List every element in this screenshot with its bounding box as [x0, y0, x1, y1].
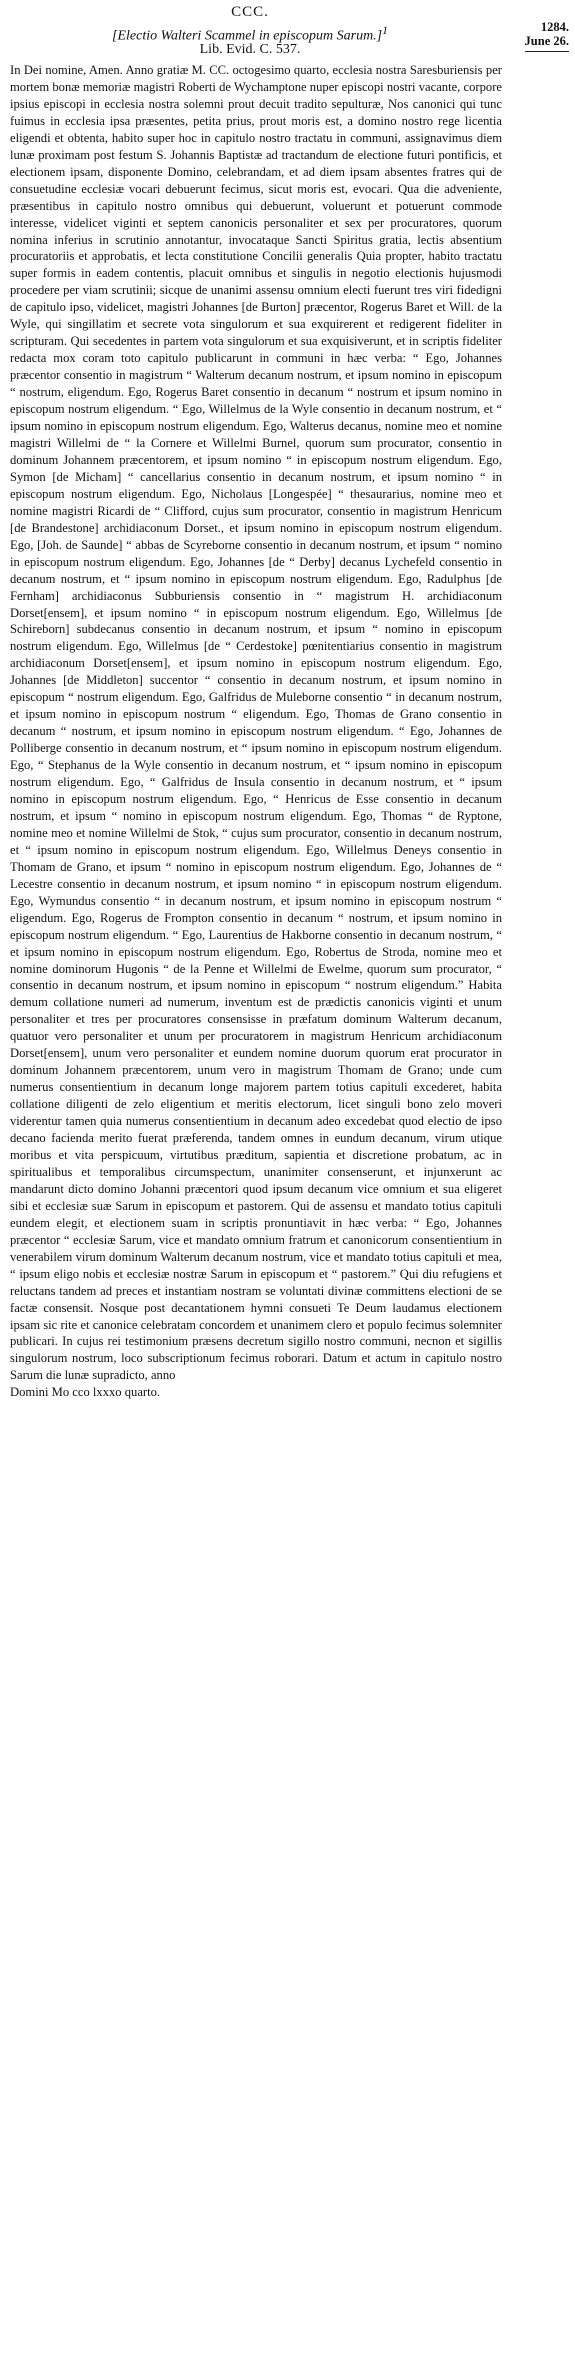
document-source: Lib. Evid. C. 537.: [199, 42, 301, 57]
title-footnote-marker: 1: [382, 24, 388, 37]
margin-date: June 26.: [524, 34, 569, 48]
margin-rule: [525, 51, 569, 52]
document-body: [10, 62, 502, 1401]
margin-year: 1284.: [540, 20, 569, 34]
document-title: [Electio Walteri Scammel in episcopum Sarum.]: [112, 28, 383, 44]
closing-date: Domini Mo cco lxxxo quarto.: [10, 1385, 161, 1400]
margin-date-note: [513, 20, 569, 52]
document-number: CCC.: [231, 4, 269, 20]
body-paragraph: In Dei nomine, Amen. Anno gratiæ M. CC. octogesimo quarto, ecclesia nostra Saresburiensis per mortem bonæ memoriæ magistri Roberti de Wychamptone nuper episcopi nostri vacante, corpore ipsius episcopi in ecclesia nostra solemni prout decuit tradito sepulturæ, Nos canonici qui tunc fuimus in ecclesia ipsa præsentes, petita prius, prout moris est, a domino nostro rege licentia eligendi et obtenta, habito super hoc in capitulo nostro tractatu in communi, assignavimus diem lunæ proximam post festum S. Johannis Baptistæ ad tractandum de electione futuri pontificis, et electionem ipsam, disponente Domino, celebrandam, et ad diem ipsam absentes fratres qui de consuetudine ecclesiæ vocari debuerunt fecimus, sicut moris est, evocari. Qua die adveniente, præsentibus in capitulo nostro omnibus qui debuerunt, voluerunt et potuerunt commode interesse, videlicet viginti et septem canonicis personaliter et sex per procuratores, quorum nomina inferius in scrutinio annotantur, invocataque Sancti Spiritus gratia, lectis absentium procuratoriis et approbatis, et lecta constitutione Concilii generalis Quia propter, habito tractatu super formis in eadem contentis, placuit omnibus et singulis in negotio electionis hujusmodi procedere per viam scrutinii; sicque de unanimi assensu omnium electi fuerunt tres viri fidedigni de capitulo ipso, videlicet, magistri Johannes [de Burton] præcentor, Rogerus Baret et Will. de la Wyle, qui singillatim et secrete vota singulorum et sua exquirerent et redigerent fideliter in scripturam. Qui secedentes in partem vota singulorum et sua exquisiverunt, et in scriptis fideliter redacta mox coram toto capitulo publicarunt in communi in hæc verba: “ Ego, Johannes præcentor consentio in magistrum “ Walterum decanum nostrum, et ipsum nomino in episcopum “ nostrum, eligendum. Ego, Rogerus Baret consentio in decanum “ nostrum et ipsum nomino in episcopum nostrum eligendum. “ Ego, Willelmus de la Wyle consentio in decanum nostrum, et “ ipsum nomino in episcopum nostrum eligendum. Ego, Walterus decanus, nomine meo et nomine magistri Willelmi de “ la Cornere et Willelmi Burnel, quorum sum procurator, consentio in dominum Johannem præcentorem, et ipsum nomino “ in episcopum nostrum eligendum. Ego, Symon [de Micham] “ cancellarius consentio in decanum nostrum, et ipsum nomino “ in episcopum nostrum eligendum. Ego, Nicholaus [Longespée] “ thesaurarius, nomine meo et nomine magistri Ricardi de “ Clifford, cujus sum procurator, consentio in magistrum Henricum [de Brandestone] archidiaconum Dorset., et ipsum nomino in episcopum nostrum eligendum. Ego, [Joh. de Saunde] “ abbas de Scyreborne consentio in decanum nostrum, et ipsum “ nomino in episcopum nostrum eligendum. Ego, Johannes [de “ Derby] decanus Lychefeld consentio in decanum nostrum, et “ ipsum nomino in episcopum nostrum eligendum. Ego, Radulphus [de Fernham] archidiaconus Subburiensis consentio in “ magistrum H. archidiaconum Dorset[ensem], et ipsum nomino “ in episcopum nostrum eligendum. Ego, Willelmus [de Schireborn] subdecanus consentio in decanum nostrum, et ipsum “ nomino in episcopum nostrum eligendum. Ego, Willelmus [de “ Cerdestoke] pœnitentiarius consentio in magistrum archidiaconum Dorset[ensem], et ipsum nomino in episcopum nostrum eligendum. Ego, Johannes [de Middleton] succentor “ consentio in decanum nostrum, et ipsum nomino in episcopum “ nostrum eligendum. Ego, Galfridus de Muleborne consentio “ in decanum nostrum, et ipsum nomino in episcopum nostrum “ eligendum. Ego, Thomas de Grano consentio in decanum “ nostrum, et ipsum nomino in episcopum nostrum eligendum. “ Ego, Johannes de Polliberge consentio in decanum nostrum, et “ ipsum nomino in episcopum nostrum eligendum. Ego, “ Stephanus de la Wyle consentio in decanum nostrum, et “ ipsum nomino in episcopum nostrum eligendum. Ego, “ Galfridus de Insula consentio in decanum nostrum, et “ ipsum nomino in episcopum nostrum eligendum. Ego, “ Henricus de Esse consentio in decanum nostrum, et ipsum “ nomino in episcopum nostrum eligendum. Ego, Thomas “ de Ryptone, nomine meo et nomine Willelmi de Stok, “ cujus sum procurator, consentio in decanum nostrum, et “ ipsum nomino in episcopum nostrum eligendum. Ego, Willelmus Deneys consentio in Thomam de Grano, et ipsum “ nomino in episcopum nostrum eligendum. Ego, Johannes de “ Lecestre consentio in decanum nostrum, et ipsum nomino “ in episcopum nostrum eligendum. Ego, Wymundus consentio “ in decanum nostrum, et ipsum nomino in episcopum nostrum “ eligendum. Ego, Rogerus de Frompton consentio in decanum “ nostrum, et ipsum nomino in episcopum nostrum eligendum. “ Ego, Laurentius de Hakborne consentio in decanum nostrum, “ et ipsum nomino in episcopum nostrum eligendum. Ego, Robertus de Stroda, nomine meo et nomine dominorum Hugonis “ de la Penne et Willelmi de Ewelme, quorum sum procurator, “ consentio in decanum nostrum, et ipsum nomino in episcopum “ nostrum eligendum.” Habita demum collatione numeri ad numerum, inventum est de prædictis canonicis viginti et unum personaliter et tres per procuratores consensisse in præfatum dominum Walterum decanum, quatuor vero personaliter et unum per procuratorem in magistrum Henricum archidiaconum Dorset[ensem], unum vero personaliter et eundem nomine duorum quorum erat procurator in dominum Johannem præcentorem, unum vero in magistrum Thomam de Grano; unde cum numerus consentientium in decanum longe majorem partem totius capituli excederet, habita collatione diligenti de zelo eligentium et meritis electorum, licet singuli bono zelo moveri viderentur tamen quia numerus consentientium in decanum adeo excedebat quod electio de ipso decano facienda merito fuerat præferenda, tandem omnes in eundum decanum, virum utique moribus et vita perspicuum, virtutibus præditum, sapientia et discretione probatum, ac in spiritualibus et temporalibus circumspectum, unanimiter consenserunt, et injunxerunt ac mandarunt dicto domino Johanni præcentori quod ipsum decanum vice omnium et sua eligeret sibi et ecclesiæ suæ Sarum in episcopum et pastorem. Qui de assensu et mandato totius capituli eundem elegit, et electionem suam in scriptis pronuntiavit in hæc verba: “ Ego, Johannes præcentor “ ecclesiæ Sarum, vice et mandato omnium fratrum et canonicorum consentientium in venerabilem virum dominum Walterum decanum nostrum, vice et mandato totius capituli et mea, “ ipsum eligo nobis et ecclesiæ nostræ Sarum in episcopum et “ pastorem.” Qui diu refugiens et reluctans tandem ad preces et instantiam nostram se voluntati divinæ committens electioni de se factæ consensit. Nosque post decantationem hymni consueti Te Deum laudamus electionem ipsam sic rite et canonice celebratam concordem et unanimem clero et populo fecimus solemniter publicari. In cujus rei testimonium præsens decretum sigillo nostro communi, necnon et sigillis singulorum nostrum, loco subscriptionum fecimus roborari. Datum et actum in capitulo nostro Sarum die lunæ supradicto, anno: [10, 63, 502, 1383]
